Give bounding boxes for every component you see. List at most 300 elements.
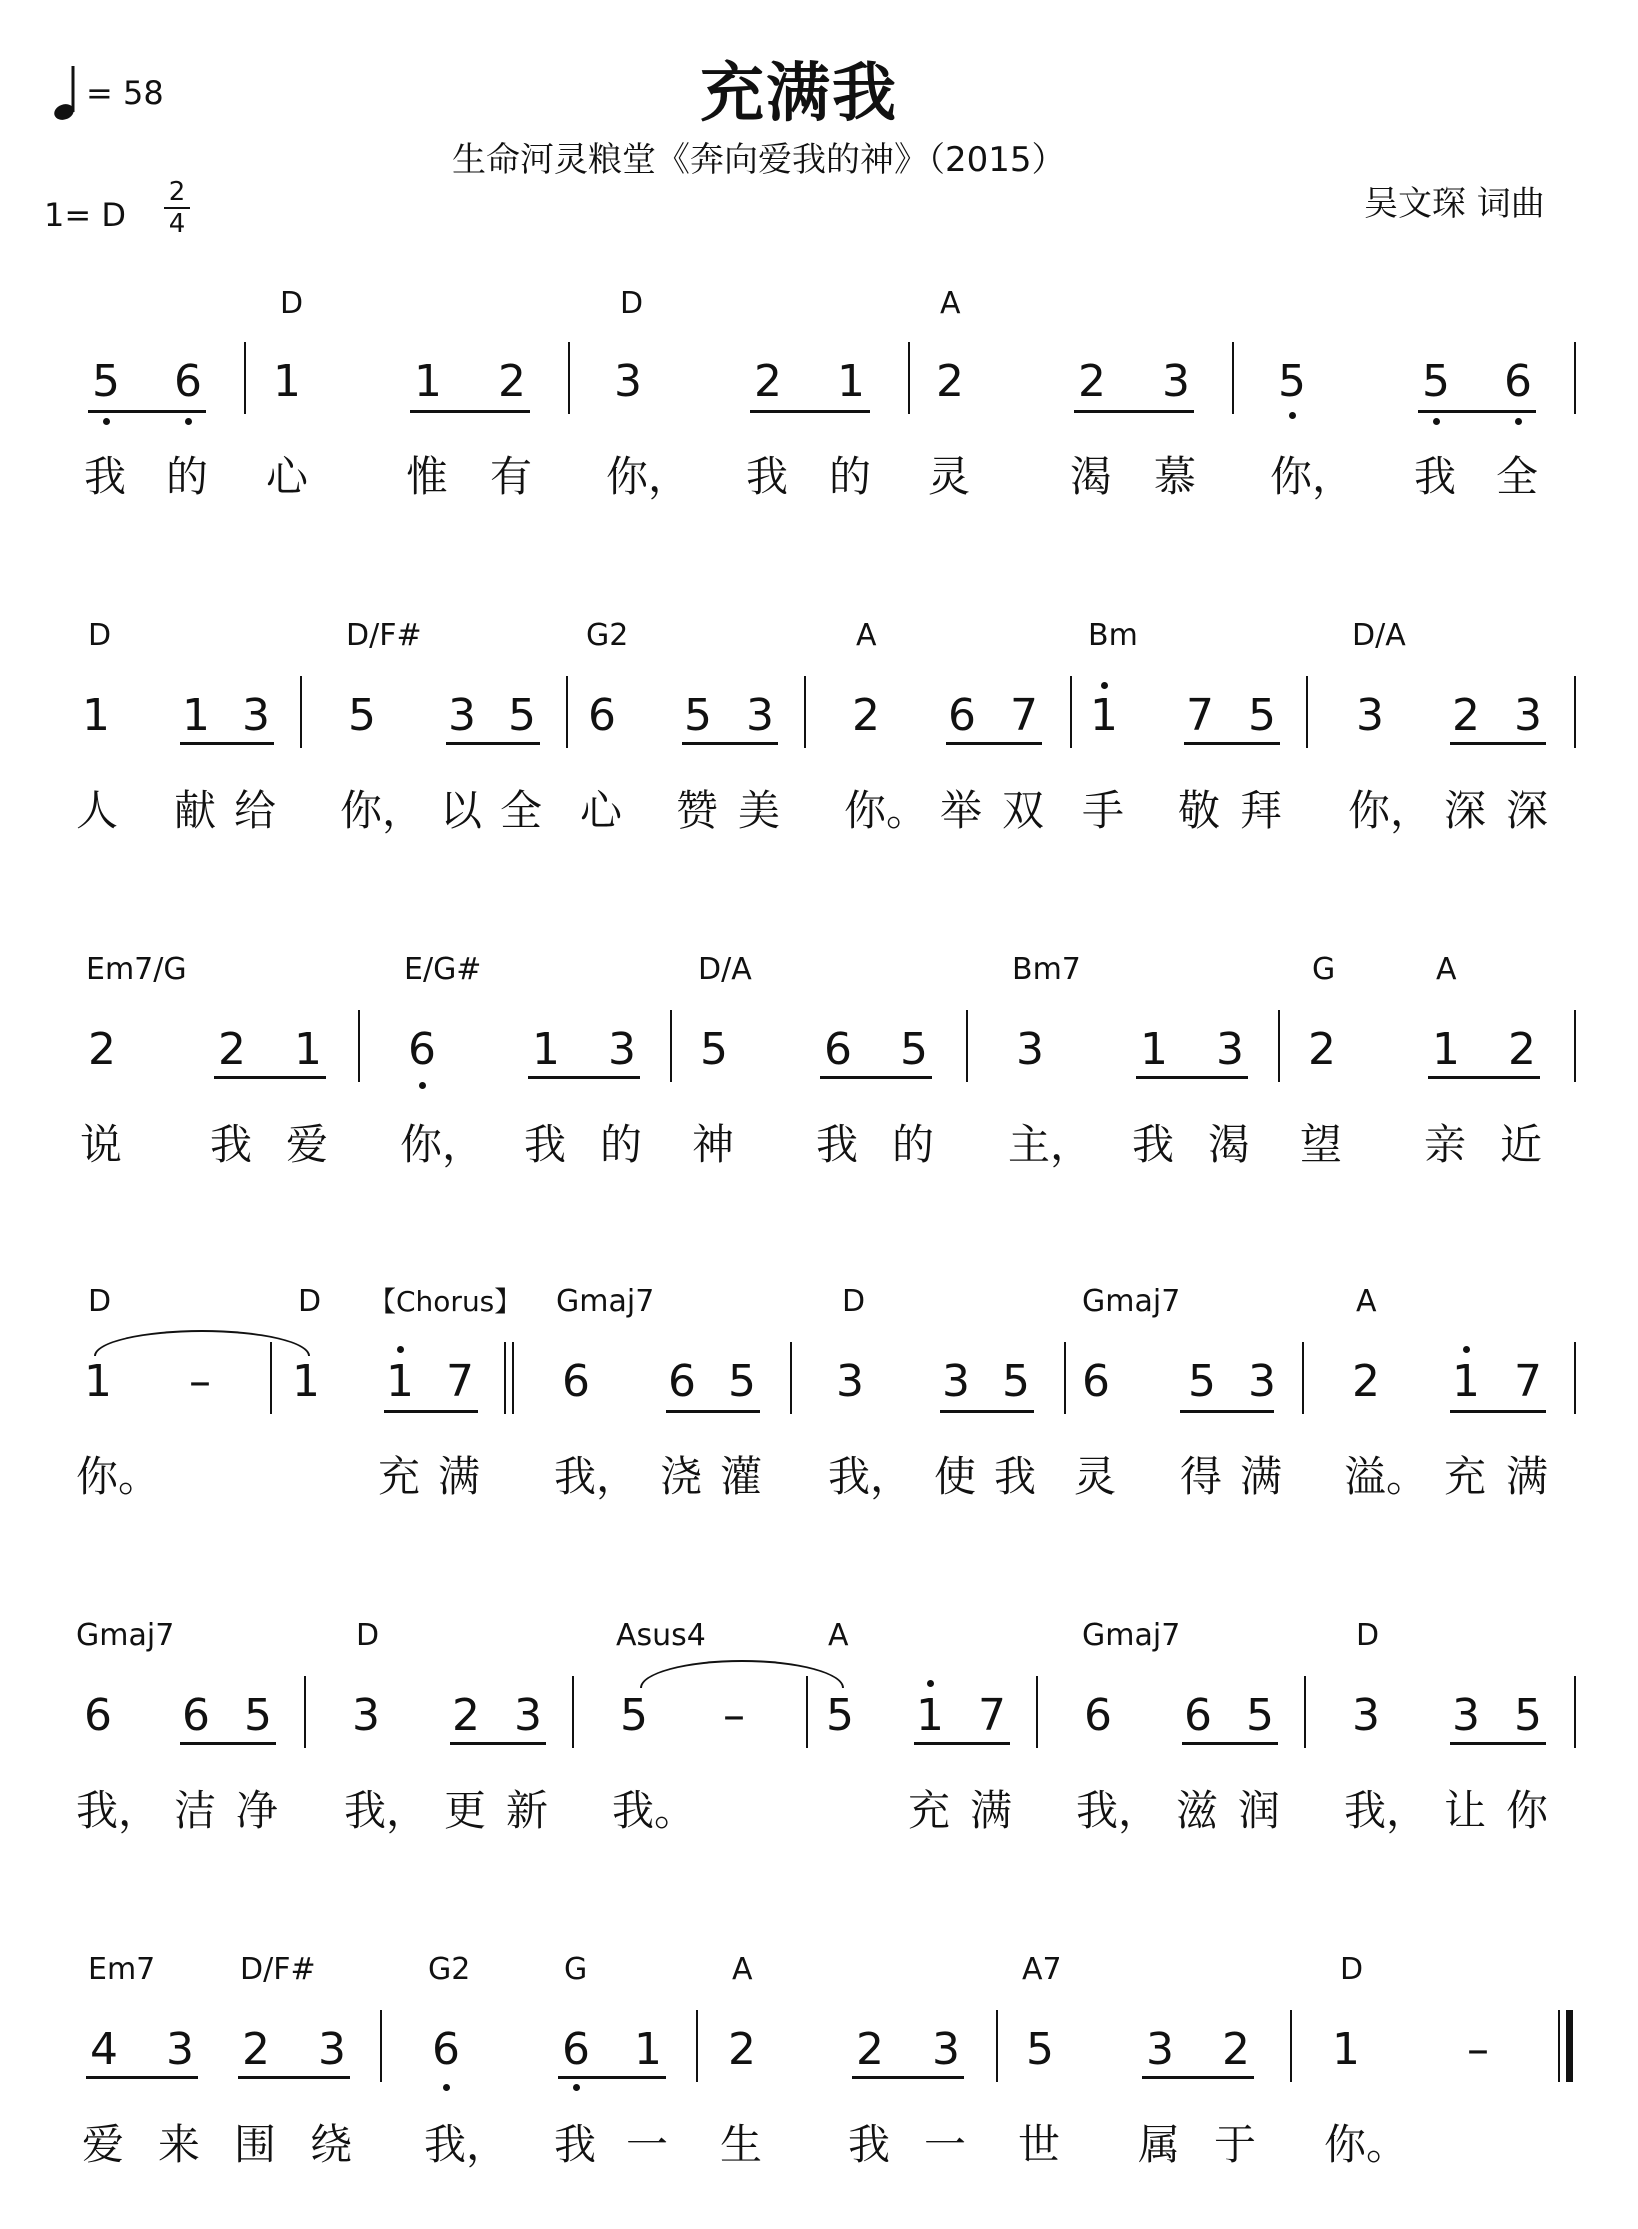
lyric: 我 <box>84 452 127 501</box>
bar-line <box>790 1342 792 1414</box>
lyric: 给 <box>234 786 277 835</box>
beam-underline <box>750 410 870 413</box>
lyric: 我 <box>524 1120 567 1169</box>
note: 6 <box>408 1024 436 1075</box>
note: 3 <box>608 1024 636 1075</box>
lyric: 生 <box>720 2120 763 2169</box>
note: 2 <box>1508 1024 1536 1075</box>
bar-line <box>996 2010 998 2082</box>
lyric: 属 <box>1138 2120 1181 2169</box>
lyric: 得 <box>1180 1452 1223 1501</box>
chord-symbol: D <box>842 1284 866 1319</box>
note: 3 <box>1216 1024 1244 1075</box>
note: 3 <box>614 356 642 407</box>
lyric: 全 <box>500 786 543 835</box>
lyric: 一 <box>924 2120 967 2169</box>
note: 3 <box>942 1356 970 1407</box>
bar-line <box>1574 1676 1576 1748</box>
lyric: 更 <box>444 1786 487 1835</box>
lyric: 我 <box>1414 452 1457 501</box>
chord-symbol: D <box>1340 1952 1364 1987</box>
beam-underline <box>214 1076 326 1079</box>
lyric: 我。 <box>612 1786 697 1835</box>
note: 2 <box>498 356 526 407</box>
note: 5 <box>1514 1690 1542 1741</box>
chord-symbol: D <box>620 286 644 321</box>
lyric: 于 <box>1214 2120 1257 2169</box>
note: 6 <box>588 690 616 741</box>
note: 1 <box>414 356 442 407</box>
beam-underline <box>1418 410 1536 413</box>
chord-symbol: Asus4 <box>616 1618 706 1653</box>
lyric: 全 <box>1496 452 1539 501</box>
beam-underline <box>1074 410 1194 413</box>
note: 1 <box>1432 1024 1460 1075</box>
note: 6 <box>1184 1690 1212 1741</box>
beam-underline <box>820 1076 932 1079</box>
lyric: 的 <box>166 452 209 501</box>
lyric: 双 <box>1002 786 1045 835</box>
note: 6 <box>668 1356 696 1407</box>
low-octave-dot <box>1289 412 1296 419</box>
chord-symbol: D/A <box>698 952 752 987</box>
low-octave-dot <box>1433 418 1440 425</box>
note: 6 <box>562 1356 590 1407</box>
bar-line <box>1306 676 1308 748</box>
beam-underline <box>1180 1410 1274 1413</box>
beam-underline <box>446 742 540 745</box>
note: 1 <box>294 1024 322 1075</box>
lyric: 的 <box>829 452 872 501</box>
bar-line <box>1302 1342 1304 1414</box>
lyric: 你， <box>1348 786 1433 835</box>
note: 3 <box>318 2024 346 2075</box>
note: 5 <box>620 1690 648 1741</box>
lyric: 绕 <box>310 2120 353 2169</box>
note: 3 <box>448 690 476 741</box>
lyric: 美 <box>738 786 781 835</box>
note: 7 <box>446 1356 474 1407</box>
note: 6 <box>1084 1690 1112 1741</box>
lyric: 滋 <box>1176 1786 1219 1835</box>
beam-underline <box>238 2076 350 2079</box>
beam-underline <box>946 742 1042 745</box>
note: 5 <box>728 1356 756 1407</box>
note: 5 <box>900 1024 928 1075</box>
bar-line <box>1036 1676 1038 1748</box>
bar-line <box>1304 1676 1306 1748</box>
bar-line <box>966 1010 968 1082</box>
lyric: 惟 <box>406 452 449 501</box>
lyric: 我 <box>746 452 789 501</box>
bar-line <box>806 1676 808 1748</box>
chord-symbol: Bm <box>1088 618 1138 653</box>
lyric: 我， <box>424 2120 509 2169</box>
note: 2 <box>852 690 880 741</box>
lyric: 渴 <box>1208 1120 1251 1169</box>
note: 2 <box>218 1024 246 1075</box>
lyric: 以 <box>440 786 483 835</box>
note: 5 <box>244 1690 272 1741</box>
lyric: 充 <box>908 1786 951 1835</box>
lyric: 赞 <box>676 786 719 835</box>
beam-underline <box>1182 1742 1278 1745</box>
note: 5 <box>1422 356 1450 407</box>
note: 2 <box>1452 690 1480 741</box>
lyric: 新 <box>506 1786 549 1835</box>
bar-line <box>1064 1342 1066 1414</box>
lyric: 满 <box>438 1452 481 1501</box>
beam-underline <box>1428 1076 1540 1079</box>
note: 1 <box>1332 2024 1360 2075</box>
lyric: 人 <box>76 786 119 835</box>
lyric: 望 <box>1300 1120 1343 1169</box>
composer-credit: 吴文琛 词曲 <box>1364 184 1545 224</box>
chord-symbol: A7 <box>1022 1952 1062 1987</box>
lyric: 洁 <box>174 1786 217 1835</box>
note: 6 <box>84 1690 112 1741</box>
note: 3 <box>932 2024 960 2075</box>
note: 5 <box>1002 1356 1030 1407</box>
note: 2 <box>452 1690 480 1741</box>
time-signature-bottom: 4 <box>168 209 186 239</box>
lyric: 充 <box>378 1452 421 1501</box>
chord-symbol: D/F# <box>240 1952 316 1987</box>
chord-symbol: G2 <box>586 618 629 653</box>
chord-symbol: Em7/G <box>86 952 187 987</box>
lyric: 使 <box>934 1452 977 1501</box>
note: 2 <box>728 2024 756 2075</box>
note: 1 <box>386 1356 414 1407</box>
beam-underline <box>852 2076 964 2079</box>
note: 2 <box>754 356 782 407</box>
lyric: 举 <box>940 786 983 835</box>
lyric: 爱 <box>286 1120 329 1169</box>
note: 6 <box>824 1024 852 1075</box>
lyric: 我， <box>828 1452 913 1501</box>
beam-underline <box>682 742 778 745</box>
bar-line <box>908 342 910 414</box>
note: 1 <box>1452 1356 1480 1407</box>
chord-symbol: D <box>280 286 304 321</box>
lyric: 我， <box>1344 1786 1429 1835</box>
note: 3 <box>242 690 270 741</box>
lyric: 爱 <box>82 2120 125 2169</box>
lyric: 充 <box>1444 1452 1487 1501</box>
note: 5 <box>1248 690 1276 741</box>
chorus-label: 【Chorus】 <box>368 1285 523 1318</box>
chord-symbol: D <box>88 618 112 653</box>
note: 5 <box>1026 2024 1054 2075</box>
beam-underline <box>1142 2076 1254 2079</box>
lyric: 围 <box>234 2120 277 2169</box>
low-octave-dot <box>419 1082 426 1089</box>
tie-arc <box>94 1330 310 1356</box>
lyric: 我， <box>344 1786 429 1835</box>
lyric: 我 <box>1132 1120 1175 1169</box>
lyric: 慕 <box>1154 452 1197 501</box>
high-octave-dot <box>1101 682 1108 689</box>
bar-line <box>568 342 570 414</box>
chord-symbol: A <box>940 286 961 321</box>
beam-underline <box>1184 742 1280 745</box>
note: 6 <box>1504 356 1532 407</box>
lyric: 你。 <box>1324 2120 1409 2169</box>
note: 7 <box>1186 690 1214 741</box>
lyric: 你， <box>400 1120 485 1169</box>
note: 7 <box>1010 690 1038 741</box>
final-bar-line-thick <box>1566 2010 1573 2082</box>
bar-line <box>380 2010 382 2082</box>
lyric: 我 <box>210 1120 253 1169</box>
lyric: 世 <box>1018 2120 1061 2169</box>
lyric: 的 <box>892 1120 935 1169</box>
note: 3 <box>1248 1356 1276 1407</box>
chord-symbol: A <box>828 1618 849 1653</box>
low-octave-dot <box>1515 418 1522 425</box>
bar-line <box>572 1676 574 1748</box>
note: 5 <box>1246 1690 1274 1741</box>
note: – <box>1467 2024 1489 2075</box>
note: 1 <box>273 356 301 407</box>
note: 3 <box>514 1690 542 1741</box>
note: 6 <box>562 2024 590 2075</box>
key-signature: 1= D <box>44 196 126 234</box>
lyric: 满 <box>1506 1452 1549 1501</box>
lyric: 深 <box>1444 786 1487 835</box>
note: 7 <box>978 1690 1006 1741</box>
beam-underline <box>1450 742 1546 745</box>
beam-underline <box>180 1742 276 1745</box>
bar-line <box>1574 1010 1576 1082</box>
beam-underline <box>1136 1076 1248 1079</box>
lyric: 你。 <box>76 1452 161 1501</box>
note: 2 <box>936 356 964 407</box>
chord-symbol: D/F# <box>346 618 422 653</box>
note: 1 <box>532 1024 560 1075</box>
low-octave-dot <box>443 2084 450 2091</box>
low-octave-dot <box>185 418 192 425</box>
lyric: 的 <box>600 1120 643 1169</box>
lyric: 主， <box>1008 1120 1093 1169</box>
chord-symbol: Gmaj7 <box>556 1284 655 1319</box>
lyric: 灵 <box>1074 1452 1117 1501</box>
chord-symbol: D <box>88 1284 112 1319</box>
lyric: 说 <box>80 1120 123 1169</box>
bar-line <box>1574 1342 1576 1414</box>
note: – <box>723 1690 745 1741</box>
lyric: 我， <box>554 1452 639 1501</box>
lyric: 让 <box>1444 1786 1487 1835</box>
beam-underline <box>86 2076 198 2079</box>
lyric: 你， <box>1270 452 1355 501</box>
beam-underline <box>940 1410 1034 1413</box>
beam-underline <box>914 1742 1010 1745</box>
note: 4 <box>90 2024 118 2075</box>
lyric: 亲 <box>1424 1120 1467 1169</box>
chord-symbol: Bm7 <box>1012 952 1081 987</box>
note: 2 <box>1308 1024 1336 1075</box>
note: 1 <box>82 690 110 741</box>
subtitle: 生命河灵粮堂《奔向爱我的神》（2015） <box>452 140 1066 180</box>
lyric: 我 <box>816 1120 859 1169</box>
note: 7 <box>1514 1356 1542 1407</box>
note: 5 <box>700 1024 728 1075</box>
note: 3 <box>746 690 774 741</box>
note: 5 <box>348 690 376 741</box>
high-octave-dot <box>927 1680 934 1687</box>
note: 5 <box>508 690 536 741</box>
tempo-marking: = 58 <box>86 74 164 112</box>
lyric: 我 <box>994 1452 1037 1501</box>
bar-line <box>304 1676 306 1748</box>
bar-line <box>1574 676 1576 748</box>
lyric: 有 <box>490 452 533 501</box>
bar-line <box>804 676 806 748</box>
note: 3 <box>1016 1024 1044 1075</box>
lyric: 手 <box>1082 786 1125 835</box>
low-octave-dot <box>103 418 110 425</box>
chord-symbol: Gmaj7 <box>76 1618 175 1653</box>
bar-line <box>244 342 246 414</box>
lyric: 浇 <box>660 1452 703 1501</box>
bar-line <box>696 2010 698 2082</box>
note: 2 <box>242 2024 270 2075</box>
note: 1 <box>1140 1024 1168 1075</box>
double-bar-line <box>512 1342 514 1414</box>
note: – <box>189 1356 211 1407</box>
bar-line <box>1574 342 1576 414</box>
beam-underline <box>558 2076 666 2079</box>
bar-line <box>358 1010 360 1082</box>
note: 3 <box>352 1690 380 1741</box>
note: 1 <box>916 1690 944 1741</box>
lyric: 敬 <box>1178 786 1221 835</box>
page-title: 充满我 <box>700 57 898 131</box>
time-signature-top: 2 <box>168 177 186 207</box>
note: 3 <box>1514 690 1542 741</box>
beam-underline <box>666 1410 760 1413</box>
chord-symbol: D <box>1356 1618 1380 1653</box>
chord-symbol: G <box>564 1952 588 1987</box>
note: 3 <box>1162 356 1190 407</box>
note: 6 <box>432 2024 460 2075</box>
beam-underline <box>180 742 274 745</box>
lyric: 我 <box>848 2120 891 2169</box>
bar-line <box>1070 676 1072 748</box>
note: 6 <box>1082 1356 1110 1407</box>
chord-symbol: Gmaj7 <box>1082 1284 1181 1319</box>
lyric: 溢。 <box>1344 1452 1429 1501</box>
note: 6 <box>948 690 976 741</box>
bar-line <box>1278 1010 1280 1082</box>
beam-underline <box>450 1742 546 1745</box>
high-octave-dot <box>1463 1346 1470 1353</box>
lyric: 深 <box>1506 786 1549 835</box>
beam-underline <box>88 410 206 413</box>
lyric: 灌 <box>720 1452 763 1501</box>
lyric: 我， <box>76 1786 161 1835</box>
note: 2 <box>88 1024 116 1075</box>
chord-symbol: D/A <box>1352 618 1406 653</box>
bar-line <box>670 1010 672 1082</box>
bar-line <box>300 676 302 748</box>
note: 1 <box>634 2024 662 2075</box>
note: 3 <box>1452 1690 1480 1741</box>
note: 3 <box>166 2024 194 2075</box>
beam-underline <box>1450 1410 1546 1413</box>
note: 6 <box>182 1690 210 1741</box>
lyric: 近 <box>1500 1120 1543 1169</box>
note: 2 <box>1222 2024 1250 2075</box>
note: 1 <box>182 690 210 741</box>
note: 3 <box>1356 690 1384 741</box>
lyric: 满 <box>1240 1452 1283 1501</box>
note: 5 <box>826 1690 854 1741</box>
note: 2 <box>1078 356 1106 407</box>
lyric: 灵 <box>928 452 971 501</box>
chord-symbol: E/G# <box>404 952 482 987</box>
lyric: 一 <box>626 2120 669 2169</box>
low-octave-dot <box>573 2084 580 2091</box>
tie-arc <box>640 1660 844 1688</box>
lyric: 我 <box>554 2120 597 2169</box>
chord-symbol: A <box>732 1952 753 1987</box>
bar-line <box>1232 342 1234 414</box>
lyric: 渴 <box>1070 452 1113 501</box>
high-octave-dot <box>397 1346 404 1353</box>
lyric: 心 <box>266 452 309 501</box>
note: 5 <box>92 356 120 407</box>
final-bar-line-thin <box>1558 2010 1560 2082</box>
beam-underline <box>528 1076 640 1079</box>
chord-symbol: Em7 <box>88 1952 156 1987</box>
lyric: 你， <box>606 452 691 501</box>
note: 3 <box>836 1356 864 1407</box>
bar-line <box>566 676 568 748</box>
beam-underline <box>410 410 530 413</box>
bar-line <box>270 1342 272 1414</box>
lyric: 满 <box>970 1786 1013 1835</box>
chord-symbol: A <box>1356 1284 1377 1319</box>
note: 2 <box>856 2024 884 2075</box>
beam-underline <box>1450 1742 1546 1745</box>
note: 3 <box>1352 1690 1380 1741</box>
quarter-note-icon <box>54 62 78 126</box>
chord-symbol: D <box>356 1618 380 1653</box>
note: 5 <box>1188 1356 1216 1407</box>
note: 5 <box>684 690 712 741</box>
chord-symbol: G2 <box>428 1952 471 1987</box>
note: 3 <box>1146 2024 1174 2075</box>
lyric: 你， <box>340 786 425 835</box>
chord-symbol: D <box>298 1284 322 1319</box>
note: 5 <box>1278 356 1306 407</box>
note: 1 <box>837 356 865 407</box>
note: 1 <box>292 1356 320 1407</box>
beam-underline <box>384 1410 478 1413</box>
chord-symbol: G <box>1312 952 1336 987</box>
lyric: 润 <box>1238 1786 1281 1835</box>
note: 2 <box>1352 1356 1380 1407</box>
lyric: 你 <box>1506 1786 1549 1835</box>
lyric: 神 <box>692 1120 735 1169</box>
note: 1 <box>1090 690 1118 741</box>
lyric: 献 <box>174 786 217 835</box>
chord-symbol: Gmaj7 <box>1082 1618 1181 1653</box>
bar-line <box>1290 2010 1292 2082</box>
lyric: 我， <box>1076 1786 1161 1835</box>
